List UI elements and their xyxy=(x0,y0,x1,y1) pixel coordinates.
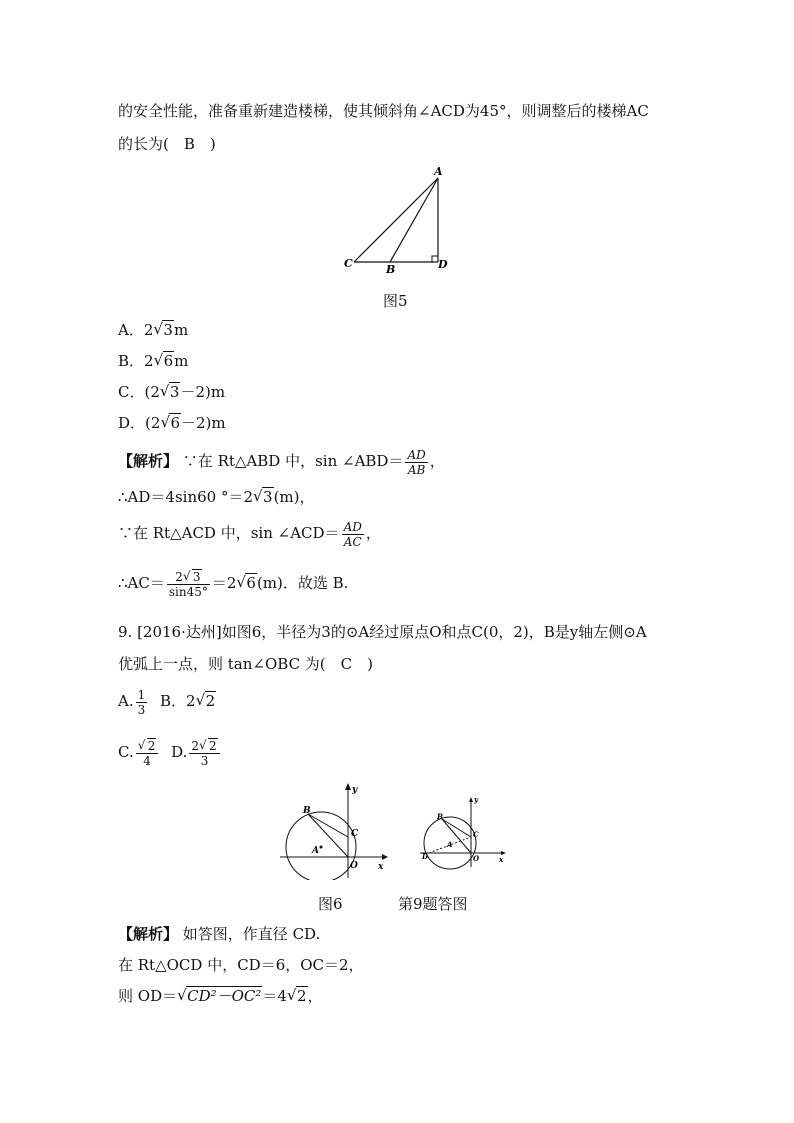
q8-solution-line1: 【解析】 ∵在 Rt△ABD 中，sin ∠ABD＝ $\frac{AD}{AB}$ ， xyxy=(118,447,445,477)
label-O-ans: O xyxy=(473,854,480,863)
q9-solution-line2: 在 Rt△OCD 中，CD＝6，OC＝2， xyxy=(118,956,364,974)
label-y: y xyxy=(352,785,358,795)
q9-options-ab: A. $\frac{1}{3}$ B．2√ 2 xyxy=(118,684,216,718)
figure-6-caption: 图6 xyxy=(318,895,343,913)
label-B-ans: B xyxy=(437,812,443,821)
label-y-ans: y xyxy=(474,795,479,804)
label-B: B xyxy=(386,263,396,276)
label-A: A xyxy=(434,165,443,178)
figure-9-answer-caption: 第9题答图 xyxy=(398,895,468,913)
label-O: O xyxy=(350,861,358,871)
segment-AC xyxy=(354,178,438,262)
q8-option-a: A．2√ 3m xyxy=(118,320,188,340)
q8-stem-line1: 的安全性能，准备重新建造楼梯，使其倾斜角∠ACD为45°，则调整后的楼梯AC xyxy=(118,102,649,120)
label-x: x xyxy=(378,862,384,872)
q9-solution-line3: 则 OD＝√ CD²－OC²＝4√ 2， xyxy=(118,986,323,1006)
label-A: A xyxy=(312,846,319,856)
label-C-ans: C xyxy=(473,830,479,839)
q8-solution-line2: ∴AD＝4sin60 °＝2√ 3(m)， xyxy=(118,487,315,507)
figure-5-caption: 图5 xyxy=(383,292,408,310)
label-C: C xyxy=(351,829,359,839)
q8-option-b: B．2√ 6m xyxy=(118,351,188,371)
q9-options-cd: C. √ $\frac{2}{4}$ D. $\frac{2√ 2}{3}$ xyxy=(118,732,222,772)
q8-stem-line2: 的长为( B ) xyxy=(118,135,216,153)
q9-stem-line1: 9. [2016·达州]如图6，半径为3的⊙A经过原点O和点C(0，2)，B是y轴左侧⊙A xyxy=(118,623,647,641)
label-x-ans: x xyxy=(499,855,504,864)
q8-option-c: C．(2√ 3－2)m xyxy=(118,382,225,402)
label-D-ans: D xyxy=(422,852,429,861)
q8-solution-line3: ∵在 Rt△ACD 中，sin ∠ACD＝ $\frac{AD}{AC}$ ， xyxy=(118,519,381,549)
figure-9-answer xyxy=(415,795,510,870)
figure-6 xyxy=(270,780,390,880)
q8-option-d: D．(2√ 6－2)m xyxy=(118,413,226,433)
q9-stem-line2: 优弧上一点，则 tan∠OBC 为( C ) xyxy=(118,655,373,673)
q8-solution-line4: ∴AC＝ $\frac{2√ 3}{\sin 45^\circ}$ ＝2√ 6(m)．故选 B. xyxy=(118,566,348,600)
segment-BC xyxy=(308,814,348,837)
segment-AB xyxy=(390,178,438,262)
q9-solution-line1: 【解析】 如答图，作直径 CD. xyxy=(118,925,321,943)
label-C: C xyxy=(344,257,353,270)
figure-5 xyxy=(330,160,470,280)
label-A-ans: A xyxy=(447,840,453,849)
label-D: D xyxy=(438,258,448,271)
label-B: B xyxy=(303,806,311,816)
